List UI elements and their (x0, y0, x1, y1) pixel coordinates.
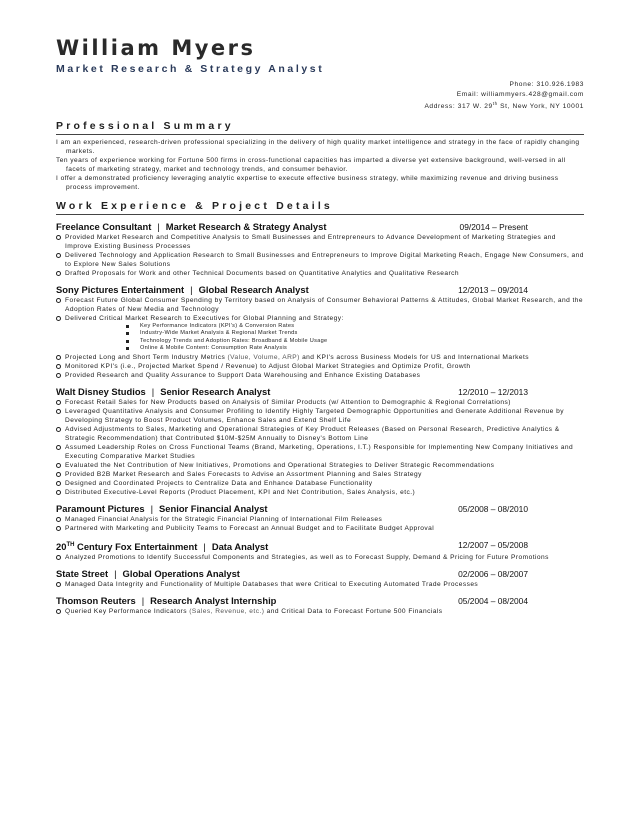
summary-paragraph: Ten years of experience working for Fortune 500 firms in cross-functional capacities has imparted a diverse yet extensive background, well-versed in all facets of marketing strategy, market and technology trends, and consumer behavior. (56, 156, 566, 173)
company: Walt Disney Studios (56, 386, 146, 398)
list-item: Forecast Future Global Consumer Spending by Territory based on Analysis of Consumer Behavioral Patterns & Attitudes, Global Market Research, and the Adoption Rates of New Media and Technology (56, 296, 584, 314)
list-item: Provided Market Research and Competitive Analysis to Small Businesses and Entrepreneurs to Advance Development of Marketing Strategies and Improve Existing Business Processes (56, 233, 584, 251)
email: Email: williammyers.428@gmail.com (456, 90, 584, 98)
summary-paragraph: I am an experienced, research-driven professional specializing in the delivery of high quality market intelligence and strategy in the face of rapidly changing markets. (56, 138, 580, 155)
list-item: Managed Data Integrity and Functionality of Multiple Databases that were Critical to Executing Automated Trade Processes (56, 580, 584, 589)
job-header (56, 595, 584, 607)
role: Senior Financial Analyst (159, 503, 268, 515)
job-header (56, 386, 584, 398)
separator: | (190, 283, 193, 295)
list-item: Provided B2B Market Research and Sales Forecasts to Advise an Assortment Planning and Sales Strategy (56, 470, 584, 479)
company: State Street (56, 568, 109, 580)
job-header (56, 568, 584, 580)
section-heading-work: Work Experience & Project Details (56, 199, 584, 215)
section-heading-summary: Professional Summary (56, 119, 584, 135)
job-entry (56, 568, 584, 589)
role: Senior Research Analyst (160, 386, 271, 398)
sub-list-item: Key Performance Indicators (KPI's) & Conversion Rates (126, 323, 584, 331)
list-item: Designed and Coordinated Projects to Centralize Data and Enhance Database Functionality (56, 479, 584, 488)
company: Freelance Consultant (56, 220, 152, 232)
list-item: Delivered Technology and Application Research to Small Businesses and Entrepreneurs to Improve Digital Marketing Reach, Engage New Consumers, and to Explore New Sales Solutions (56, 251, 584, 269)
list-item: Provided Research and Quality Assurance to Support Data Warehousing and Enhance Existing Databases (56, 371, 584, 380)
job-entry (56, 386, 584, 497)
company: Sony Pictures Entertainment (56, 283, 185, 295)
job-dates: 05/2004 – 08/2004 (458, 596, 528, 607)
role: Global Research Analyst (198, 283, 309, 295)
separator: | (157, 220, 160, 232)
sub-list-item: Industry-Wide Market Analysis & Regional Market Trends (126, 330, 584, 338)
list-item: Analyzed Promotions to Identify Successful Components and Strategies, as well as to Forecast Supply, Demand & Pricing for Future Promotions (56, 553, 584, 562)
list-item: Distributed Executive-Level Reports (Product Placement, KPI and Net Contribution, Sales Analysis, etc.) (56, 488, 584, 497)
job-header (56, 503, 584, 515)
sub-list-item: Online & Mobile Content: Consumption Rate Analysis (126, 345, 584, 353)
job-entry (56, 284, 584, 380)
job-entry (56, 221, 584, 278)
job-entry (56, 503, 584, 533)
job-entry (56, 539, 584, 562)
list-item: Advised Adjustments to Sales, Marketing and Operational Strategies of Key Product Releases (Based on Personal Research, Predictive Analytics & Strategic Recommendation) that Contributed $10M-$25M Annually to Disney's Bottom Line (56, 425, 584, 443)
list-item: Partnered with Marketing and Publicity Teams to Forecast an Annual Budget and to Facilitate Budget Approval (56, 524, 584, 533)
job-entry (56, 595, 584, 616)
sub-list-item: Technology Trends and Adoption Rates: Broadband & Mobile Usage (126, 338, 584, 346)
phone: Phone: 310.926.1983 (509, 81, 584, 88)
sub-list (56, 323, 584, 353)
job-title: Market Research & Strategy Analyst (56, 63, 325, 75)
job-header (56, 539, 584, 553)
contact-block (56, 80, 584, 112)
list-item: Forecast Retail Sales for New Products based on Analysis of Similar Products (w/ Attention to Demographic & Regional Correlations) (56, 398, 584, 407)
separator: | (203, 541, 206, 553)
list-item: Delivered Critical Market Research to Executives for Global Planning and Strategy: (56, 314, 584, 323)
job-dates: 09/2014 – Present (459, 221, 528, 232)
summary-paragraph: I offer a demonstrated proficiency leveraging analytic expertise to execute effective business strategy, while maximizing revenue and driving business process improvement. (56, 174, 559, 191)
job-dates: 02/2006 – 08/2007 (458, 569, 528, 580)
company: Thomson Reuters (56, 595, 136, 607)
list-item: Managed Financial Analysis for the Strategic Financial Planning of International Film Releases (56, 515, 584, 524)
separator: | (114, 568, 117, 580)
resume-page (56, 36, 584, 616)
separator: | (141, 595, 145, 607)
role: Data Analyst (211, 541, 269, 553)
job-header (56, 221, 584, 233)
list-item: Assumed Leadership Roles on Cross Functional Teams (Brand, Marketing, Operations, I.T.) Responsible for Implementing New Company Initiatives and Executing Comparative Market Studies (56, 443, 584, 461)
list-item: Monitored KPI's (i.e., Projected Market Spend / Revenue) to Adjust Global Market Strategies and Optimize Profit, Growth (56, 362, 584, 371)
role: Market Research & Strategy Analyst (165, 220, 327, 232)
list-item: Queried Key Performance Indicators (Sales, Revenue, etc.) and Critical Data to Forecast Fortune 500 Financials (56, 607, 584, 616)
separator: | (151, 386, 155, 398)
job-dates: 12/2013 – 09/2014 (458, 284, 528, 295)
list-item: Evaluated the Net Contribution of New Initiatives, Promotions and Operational Strategies to Deliver Strategic Recommendations (56, 461, 584, 470)
job-header (56, 284, 584, 296)
list-item: Leveraged Quantitative Analysis and Consumer Profiling to Identify Highly Targeted Demographic Opportunities and Generate Additional Revenue by Developing Strategy to Boost Product Volumes, Enhance Sales and Extend Shelf Life (56, 407, 584, 425)
address: Address: 317 W. 29th St, New York, NY 10001 (424, 101, 584, 111)
list-item: Projected Long and Short Term Industry Metrics (Value, Volume, ARP) and KPI's across Business Models for US and International Markets (56, 353, 584, 362)
list-item: Drafted Proposals for Work and other Technical Documents based on Quantitative Analytics and Qualitative Research (56, 269, 584, 278)
role: Research Analyst Internship (150, 595, 277, 607)
person-name: William Myers (56, 36, 256, 60)
job-dates: 05/2008 – 08/2010 (458, 504, 528, 515)
company: Paramount Pictures (56, 503, 145, 515)
job-dates: 12/2010 – 12/2013 (458, 387, 528, 398)
company: 20TH Century Fox Entertainment (56, 541, 198, 553)
job-dates: 12/2007 – 05/2008 (458, 540, 528, 551)
summary-block (56, 138, 584, 192)
role: Global Operations Analyst (122, 568, 240, 580)
separator: | (150, 503, 154, 515)
